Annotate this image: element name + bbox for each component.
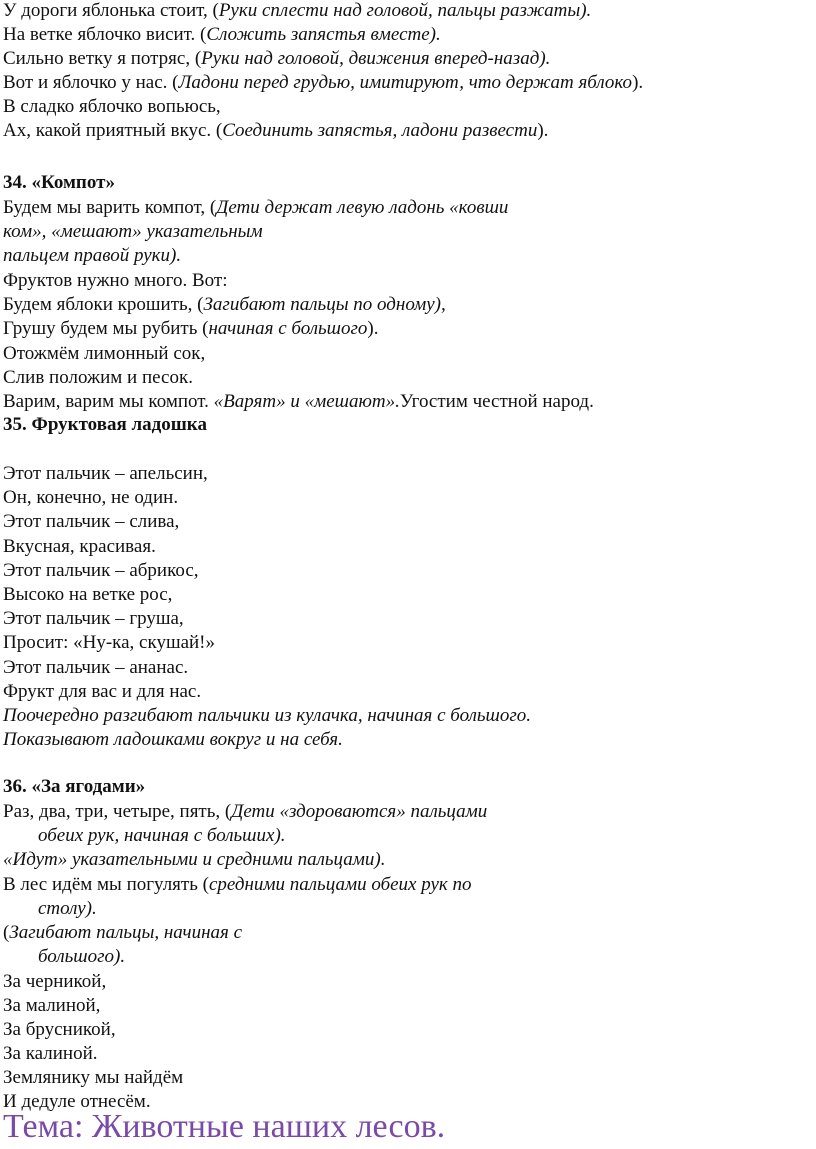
instruction: Дети «здороваются» пальцами	[231, 801, 488, 822]
section-title: 36. «За ягодами»	[3, 776, 146, 797]
poem-line	[3, 0, 591, 22]
text: Вот и яблочко у нас. (	[3, 72, 179, 93]
poem-line: За калиной.	[3, 1043, 98, 1064]
text: (	[3, 922, 10, 943]
section-title: 35. Фруктовая ладошка	[3, 414, 207, 435]
text: Угостим честной народ.	[399, 391, 594, 412]
poem-line: За черникой,	[3, 971, 107, 992]
text: ).	[632, 72, 644, 93]
text: Варим, варим мы компот.	[3, 391, 214, 412]
instruction: «Варят» и «мешают».	[213, 391, 400, 412]
poem-line: Отожмём лимонный сок,	[3, 343, 206, 364]
instruction: начиная с большого	[208, 318, 368, 339]
instruction-line: Показывают ладошками вокруг и на себя.	[3, 729, 343, 750]
text: Грушу будем мы рубить (	[3, 318, 209, 339]
poem-line: Землянику мы найдём	[3, 1067, 184, 1088]
poem-line: Этот пальчик – ананас.	[3, 657, 189, 678]
instruction: Сложить запястья вместе).	[206, 24, 441, 45]
theme-heading: Тема: Животные наших лесов.	[3, 1108, 446, 1145]
poem-line: Фрукт для вас и для нас.	[3, 681, 202, 702]
instruction-line: обеих рук, начиная с больших).	[38, 825, 286, 846]
instruction-line: столу).	[38, 898, 97, 919]
text: ).	[367, 318, 379, 339]
instruction: Соединить запястья, ладони развести	[222, 120, 538, 141]
text: В лес идём мы погулять (	[3, 874, 209, 895]
poem-line: В сладко яблочко вопьюсь,	[3, 96, 221, 117]
poem-line: За малиной,	[3, 995, 101, 1016]
instruction: Руки сплести над головой, пальцы разжаты).	[218, 0, 592, 21]
poem-line	[3, 391, 594, 413]
poem-line	[3, 120, 548, 142]
instruction-line: «Идут» указательными и средними пальцами).	[3, 849, 386, 870]
instruction-line: Поочередно разгибают пальчики из кулачка, начиная с большого.	[3, 705, 532, 726]
poem-line: Этот пальчик – апельсин,	[3, 463, 208, 484]
instruction: Загибают пальцы, начиная с	[9, 922, 243, 943]
poem-line	[3, 197, 508, 219]
section-title: 34. «Компот»	[3, 172, 115, 193]
poem-line	[3, 72, 643, 94]
poem-line	[3, 24, 441, 46]
text: ).	[537, 120, 549, 141]
poem-line: Этот пальчик – слива,	[3, 511, 180, 532]
poem-line	[3, 318, 379, 340]
instruction: Ладони перед грудью, имитируют, что держат яблоко	[178, 72, 633, 93]
poem-line: Просит: «Ну-ка, скушай!»	[3, 632, 216, 653]
text: У дороги яблонька стоит, (	[3, 0, 219, 21]
poem-line	[3, 874, 472, 896]
instruction: Руки над головой, движения вперед-назад).	[201, 48, 551, 69]
text: Будем яблоки крошить, (	[3, 294, 204, 315]
instruction-line: ком», «мешают» указательным	[3, 221, 263, 242]
text: Ах, какой приятный вкус. (	[3, 120, 223, 141]
poem-line: Фруктов нужно много. Вот:	[3, 270, 228, 291]
poem-line	[3, 922, 242, 944]
instruction-line: пальцем правой руки).	[3, 245, 182, 266]
poem-line: Он, конечно, не один.	[3, 487, 179, 508]
instruction: Дети держат левую ладонь «ковши	[216, 197, 509, 218]
poem-line: Слив положим и песок.	[3, 367, 193, 388]
text: На ветке яблочко висит. (	[3, 24, 207, 45]
poem-line: Вкусная, красивая.	[3, 536, 156, 557]
poem-line: И дедуле отнесём.	[3, 1091, 151, 1112]
instruction: средними пальцами обеих рук по	[208, 874, 472, 895]
poem-line: Этот пальчик – груша,	[3, 608, 184, 629]
poem-line	[3, 294, 446, 316]
poem-line: За брусникой,	[3, 1019, 116, 1040]
poem-line: Этот пальчик – абрикос,	[3, 560, 199, 581]
text: Будем мы варить компот, (	[3, 197, 217, 218]
instruction-line: большого).	[38, 946, 126, 967]
poem-line	[3, 801, 487, 823]
text: Раз, два, три, четыре, пять, (	[3, 801, 232, 822]
instruction: Загибают пальцы по одному),	[203, 294, 446, 315]
text: Сильно ветку я потряс, (	[3, 48, 202, 69]
poem-line: Высоко на ветке рос,	[3, 584, 173, 605]
poem-line	[3, 48, 550, 70]
